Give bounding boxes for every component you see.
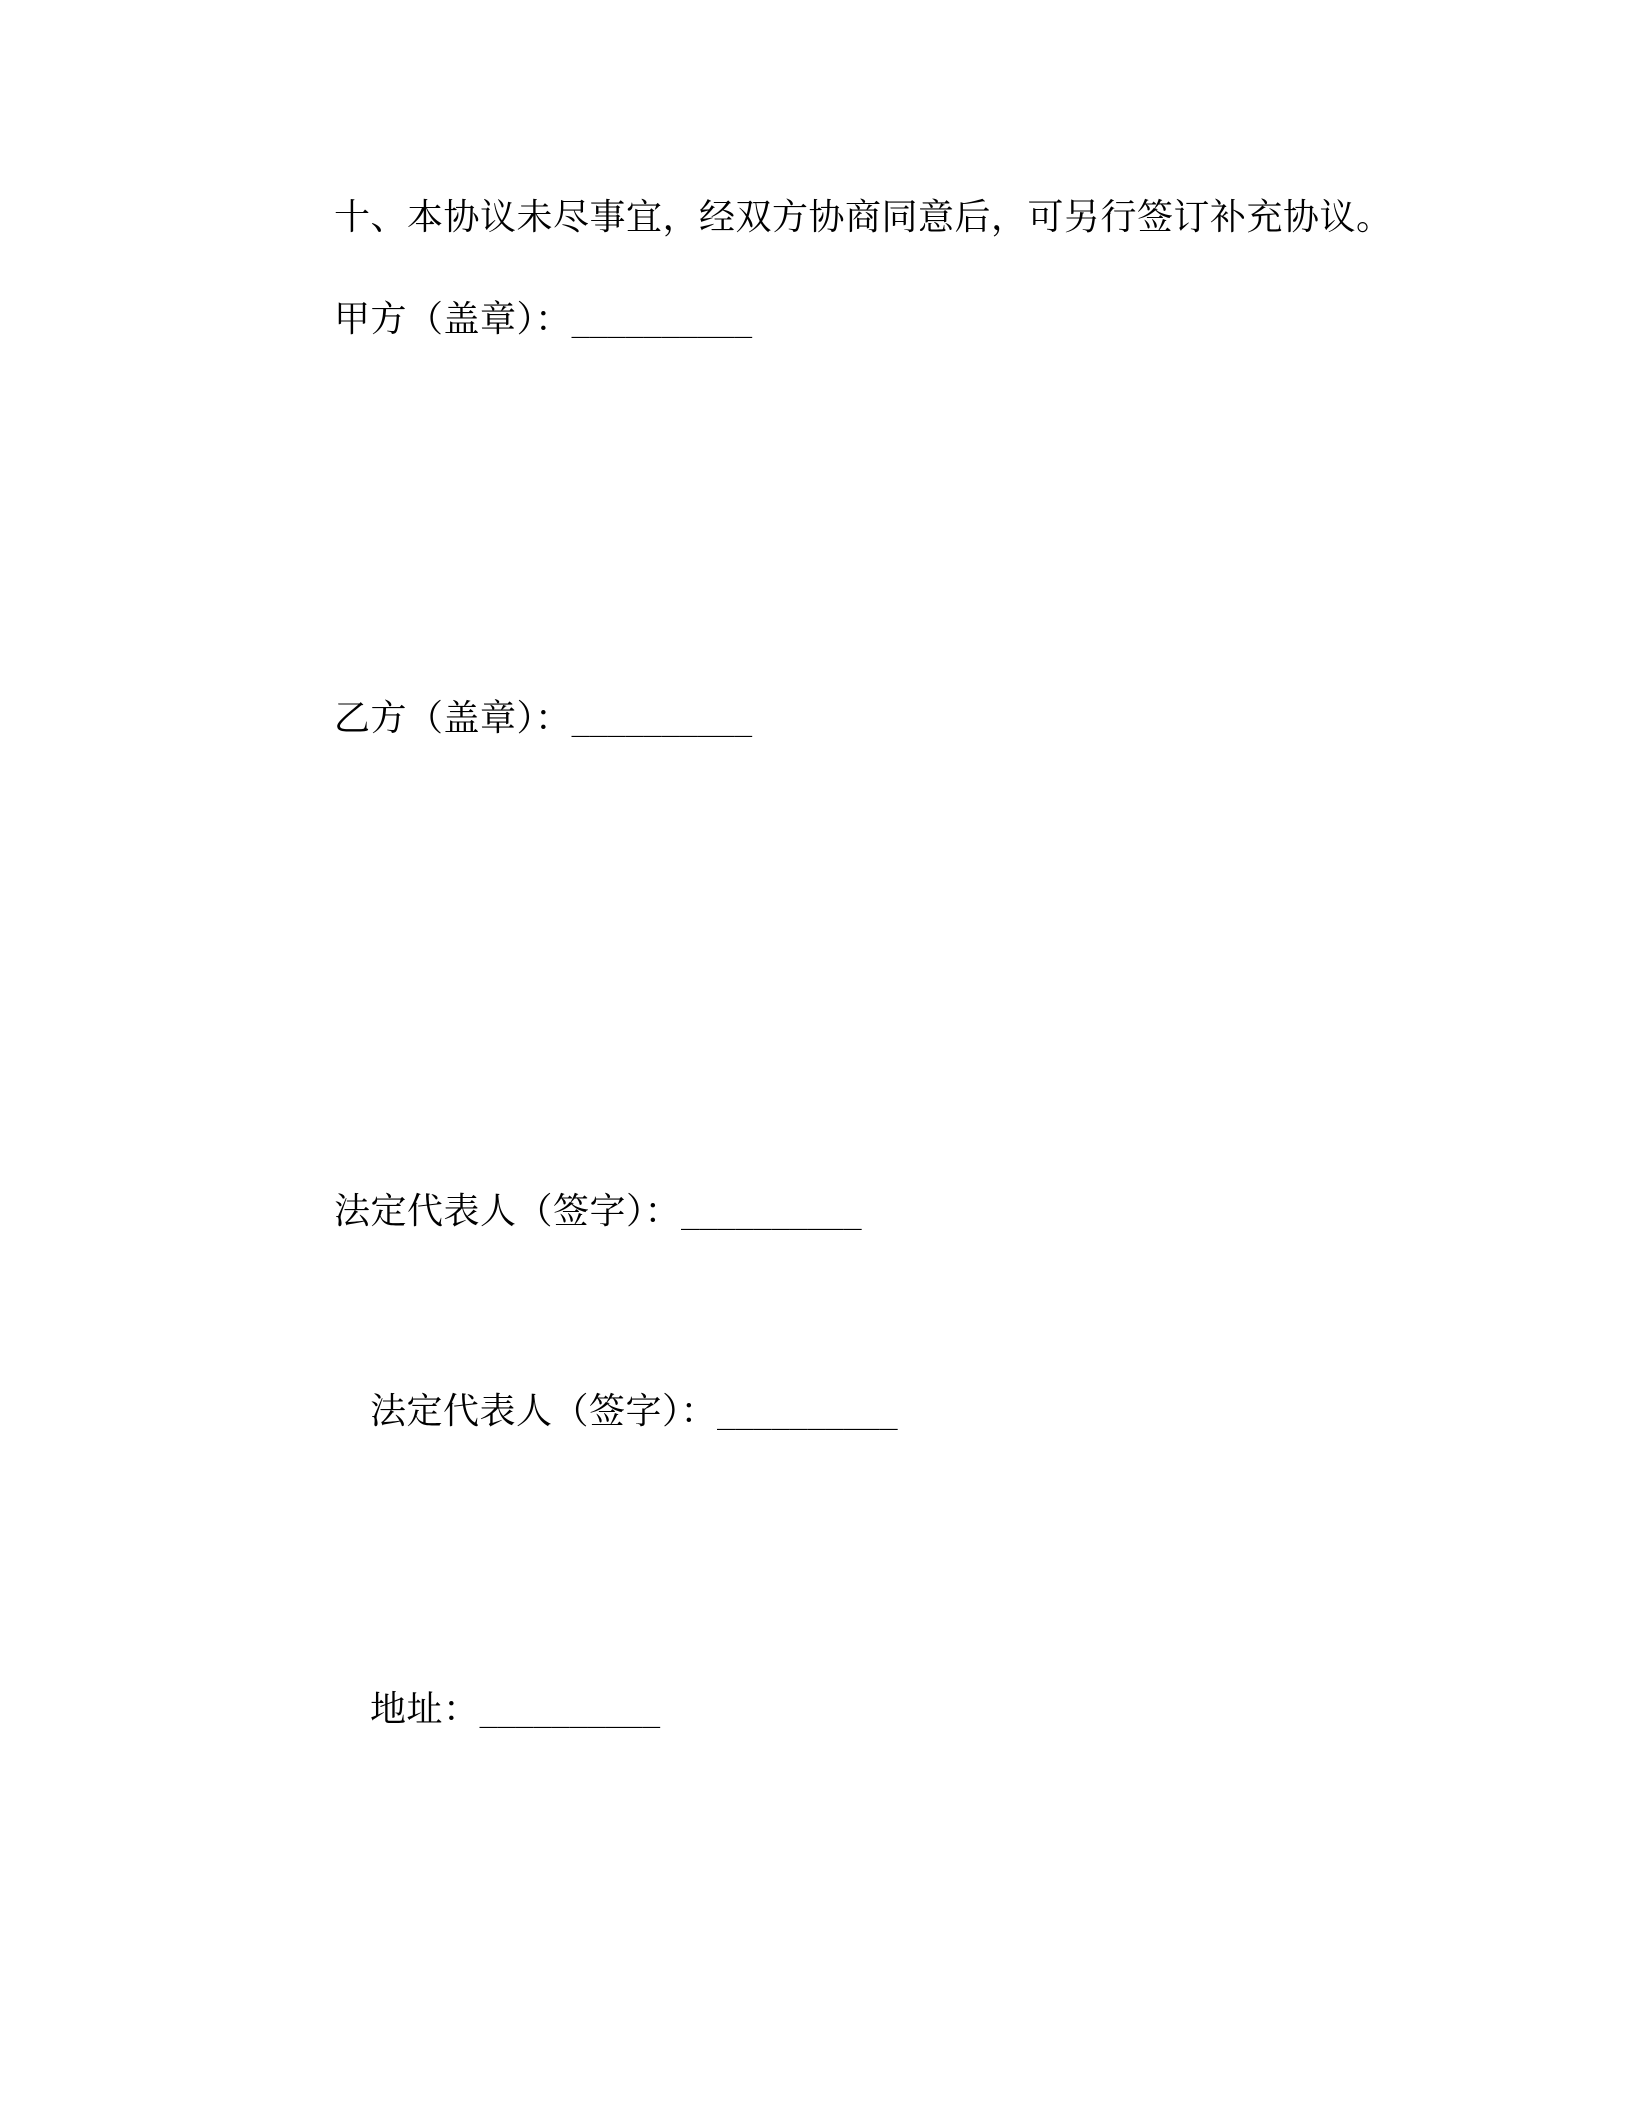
clause-10: 十、本协议未尽事宜，经双方协商同意后，可另行签订补充协议。 — [334, 197, 1393, 238]
address-label: 地址： — [370, 1689, 480, 1730]
party-b-signature-line — [334, 697, 752, 743]
party-a-blank: __________ — [571, 304, 753, 339]
legal-rep-1-signature-line — [334, 1190, 862, 1236]
party-a-label: 甲方（盖章）： — [334, 299, 572, 340]
party-a-signature-line — [334, 298, 752, 344]
party-b-label: 乙方（盖章）： — [334, 698, 572, 739]
legal-rep-2-signature-line — [370, 1390, 898, 1436]
legal-rep-1-label: 法定代表人（签字）： — [334, 1191, 682, 1232]
legal-rep-1-blank: __________ — [681, 1196, 862, 1231]
legal-rep-2-label: 法定代表人（签字）： — [370, 1391, 718, 1432]
party-b-blank: __________ — [571, 703, 753, 738]
address-blank: __________ — [479, 1694, 661, 1729]
legal-rep-2-blank: __________ — [717, 1396, 898, 1431]
address-line — [370, 1688, 660, 1734]
